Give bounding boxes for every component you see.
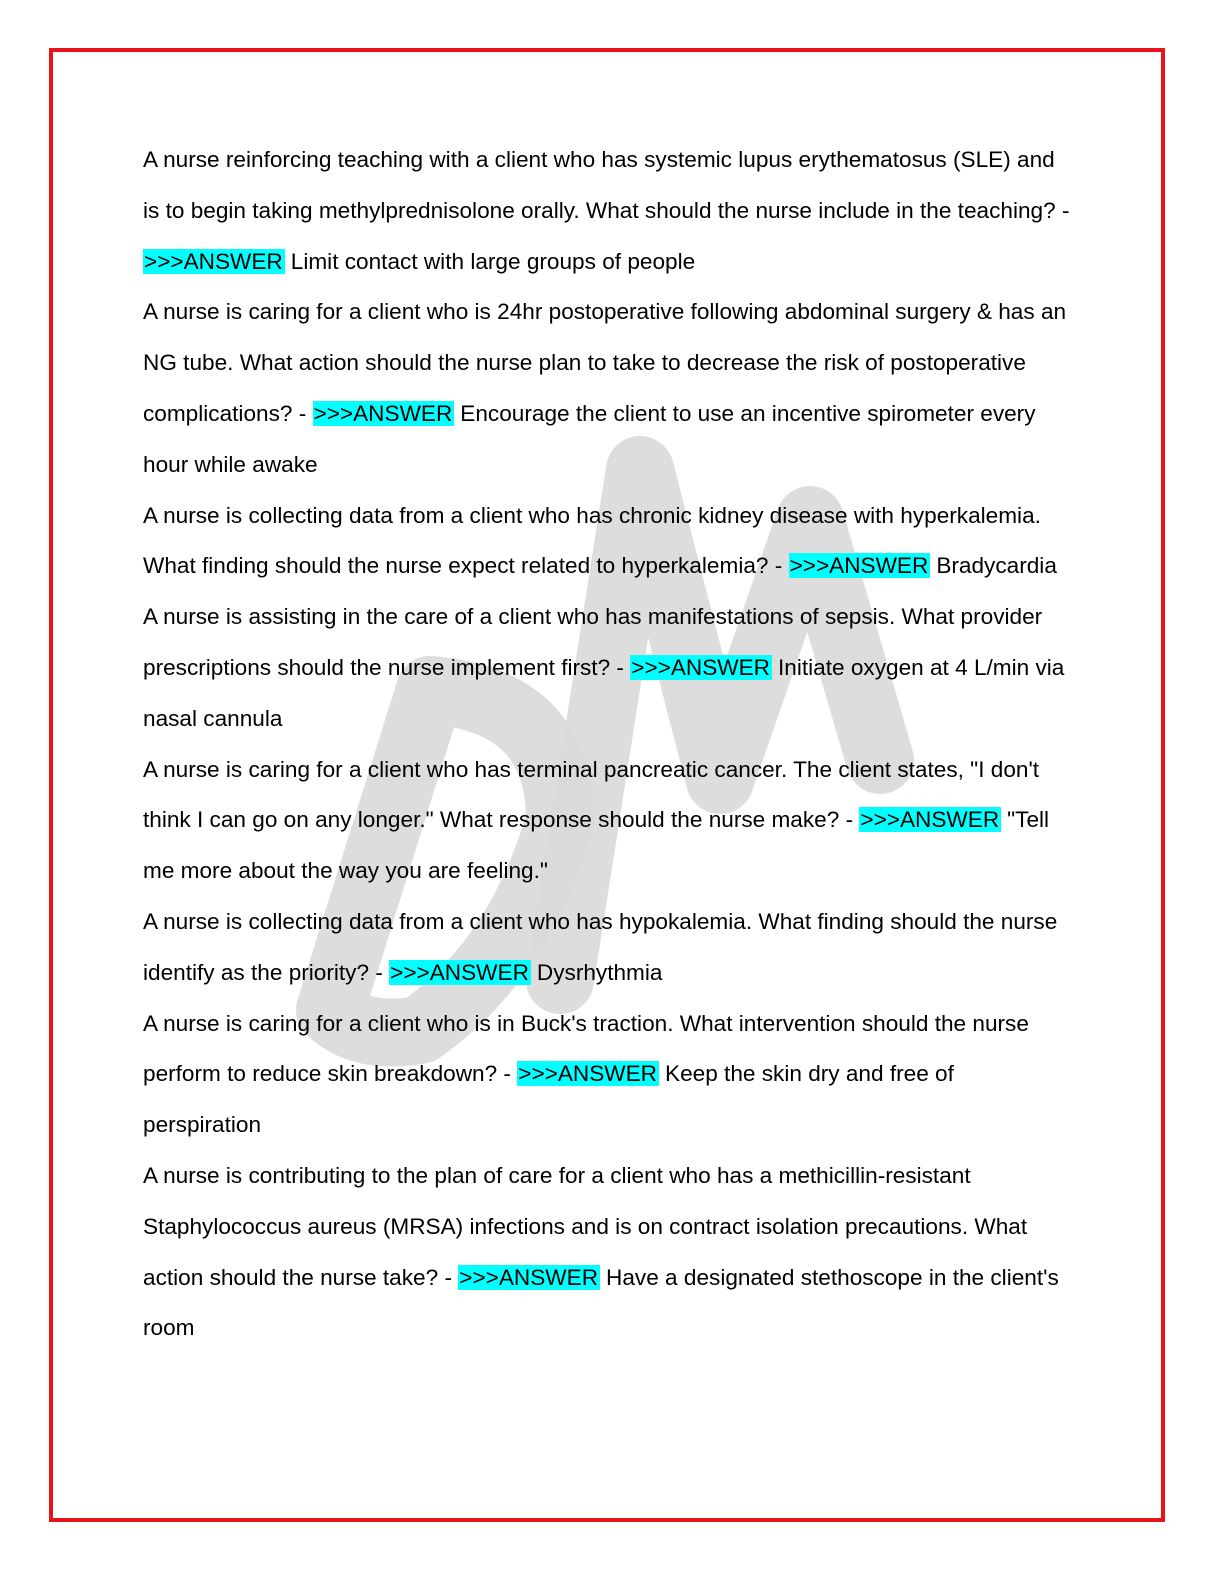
qa-item <box>143 287 1073 490</box>
qa-item <box>143 897 1073 999</box>
question-text: A nurse is assisting in the care of a client who has manifestations of sepsis. What provider prescriptions should the nurse implement first? - <box>143 604 1043 680</box>
answer-text: Keep the skin dry and free of perspiration <box>143 1061 954 1138</box>
answer-text: Encourage the client to use an incentive spirometer every hour while awake <box>143 400 1036 477</box>
qa-document <box>143 135 1073 1354</box>
answer-marker: >>>ANSWER <box>631 654 771 680</box>
qa-item <box>143 745 1073 897</box>
answer-marker: >>>ANSWER <box>518 1061 658 1087</box>
question-text: A nurse is collecting data from a client who has chronic kidney disease with hyperkalemia. What finding should the nurse expect related to hyperkalemia? - <box>143 502 1041 579</box>
qa-item <box>143 135 1073 287</box>
answer-text: Initiate oxygen at 4 L/min via nasal cannula <box>143 654 1065 731</box>
qa-item <box>143 592 1073 744</box>
question-text: A nurse is caring for a client who is 24hr postoperative following abdominal surgery & has an NG tube. What action should the nurse plan to take to decrease the risk of postoperative complications? - <box>143 299 1067 426</box>
question-text: A nurse is contributing to the plan of care for a client who has a methicillin-resistant Staphylococcus aureus (MRSA) infections and is on contract isolation precautions. What action should the nurse take? - <box>143 1162 1028 1290</box>
answer-marker: >>>ANSWER <box>313 400 453 426</box>
answer-text: Bradycardia <box>936 553 1057 579</box>
answer-marker: >>>ANSWER <box>459 1264 599 1290</box>
question-text: A nurse is caring for a client who is in Buck's traction. What intervention should the nurse perform to reduce skin breakdown? - <box>143 1010 1029 1087</box>
answer-text: Limit contact with large groups of people <box>290 248 696 274</box>
answer-text: Have a designated stethoscope in the client's room <box>143 1264 1059 1341</box>
question-text: A nurse is caring for a client who has terminal pancreatic cancer. The client states, "I don't think I can go on any longer." What response should the nurse make? - <box>143 756 1040 833</box>
qa-item <box>143 491 1073 593</box>
qa-item <box>143 1151 1073 1354</box>
answer-text: Dysrhythmia <box>536 959 663 985</box>
question-text: A nurse reinforcing teaching with a client who has systemic lupus erythematosus (SLE) and is to begin taking methylprednisolone orally. What should the nurse include in the teaching? - <box>143 147 1070 223</box>
answer-marker: >>>ANSWER <box>390 959 529 985</box>
qa-item <box>143 999 1073 1151</box>
question-text: A nurse is collecting data from a client who has hypokalemia. What finding should the nurse identify as the priority? - <box>143 908 1058 985</box>
answer-text: "Tell me more about the way you are feeling." <box>143 807 1050 884</box>
answer-marker: >>>ANSWER <box>789 553 929 579</box>
answer-marker: >>>ANSWER <box>144 248 283 274</box>
answer-marker: >>>ANSWER <box>860 807 1000 833</box>
